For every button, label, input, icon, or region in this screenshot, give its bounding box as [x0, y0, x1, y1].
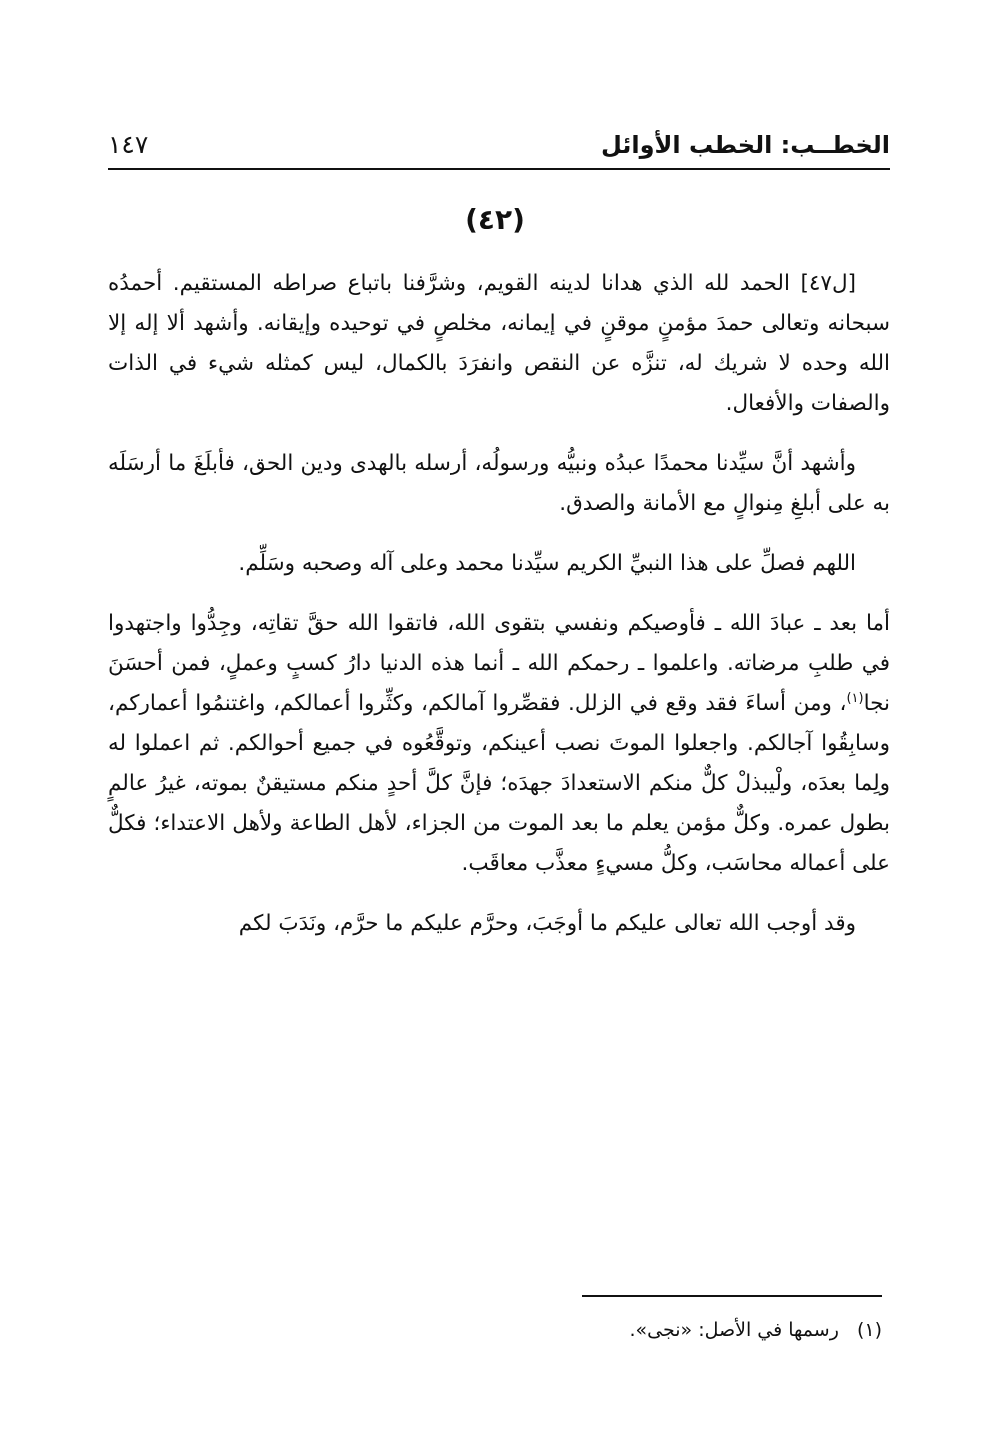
paragraph-exhortation	[108, 604, 890, 884]
section-number: (٤٢)	[465, 203, 525, 236]
paragraph-exhortation-part2: ، ومن أساءَ فقد وقع في الزلل. فقصِّروا آمالكم، وكثِّروا أعمالكم، واغتنمُوا أعماركم، وسابِقُوا آجالكم. واجعلوا الموتَ نصب أعينكم، وتوقَّعُوه في جميع أحوالكم. ثم اعملوا له ولِما بعدَه، ولْيبذلْ كلٌّ منكم الاستعدادَ جهدَه؛ فإنَّ كلَّ أحدٍ منكم مستيقنٌ بموته، غيرُ عالمٍ بطول عمره. وكلٌّ مؤمن يعلم ما بعد الموت من الجزاء، لأهل الطاعة ولأهل الاعتداء؛ فكلٌّ على أعماله محاسَب، وكلُّ مسيءٍ معذَّب معاقَب.	[108, 691, 890, 876]
paragraph-opening-praise: [ل٤٧] الحمد لله الذي هدانا لدينه القويم، وشرَّفنا باتباع صراطه المستقيم. أحمدُه سبحانه وتعالى حمدَ مؤمنٍ موقنٍ في إيمانه، مخلصٍ في توحيده وإيقانه. وأشهد ألا إله إلا الله وحده لا شريك له، تنزَّه عن النقص وانفرَدَ بالكمال، ليس كمثله شيء في الذات والصفات والأفعال.	[108, 271, 890, 416]
footnote	[100, 1314, 882, 1346]
running-header	[108, 128, 890, 162]
footnote-divider	[582, 1295, 882, 1297]
footnote-reference[interactable]: (١)	[846, 690, 864, 706]
page-number: ١٤٧	[108, 130, 149, 159]
paragraph-testimony: وأشهد أنَّ سيِّدنا محمدًا عبدُه ونبيُّه ورسولُه، أرسله بالهدى ودين الحق، فأبلَغَ ما أرسَلَه به على أبلغِ مِنوالٍ مع الأمانة والصدق.	[108, 451, 890, 516]
paragraph-exhortation-part1: أما بعد ـ عبادَ الله ـ فأوصيكم ونفسي بتقوى الله، فاتقوا الله حقَّ تقاتِه، وجِدُّوا واجتهدوا في طلبِ مرضاته. واعلموا ـ رحمكم الله ـ أنما هذه الدنيا دارُ كسبٍ وعملٍ، فمن أحسَنَ نجا	[108, 611, 890, 716]
header-title: الخطــب: الخطب الأوائل	[600, 131, 890, 159]
paragraph-obligations: وقد أوجب الله تعالى عليكم ما أوجَبَ، وحرَّم عليكم ما حرَّم، ونَدَبَ لكم	[238, 911, 856, 936]
body-text	[108, 264, 890, 964]
paragraph-salutation: اللهم فصلِّ على هذا النبيِّ الكريم سيِّدنا محمد وعلى آله وصحبه وسَلِّم.	[238, 551, 856, 576]
footnote-number: (١)	[856, 1319, 882, 1341]
header-divider	[108, 168, 890, 170]
footnote-text: رسمها في الأصل: «نجى».	[629, 1319, 839, 1341]
